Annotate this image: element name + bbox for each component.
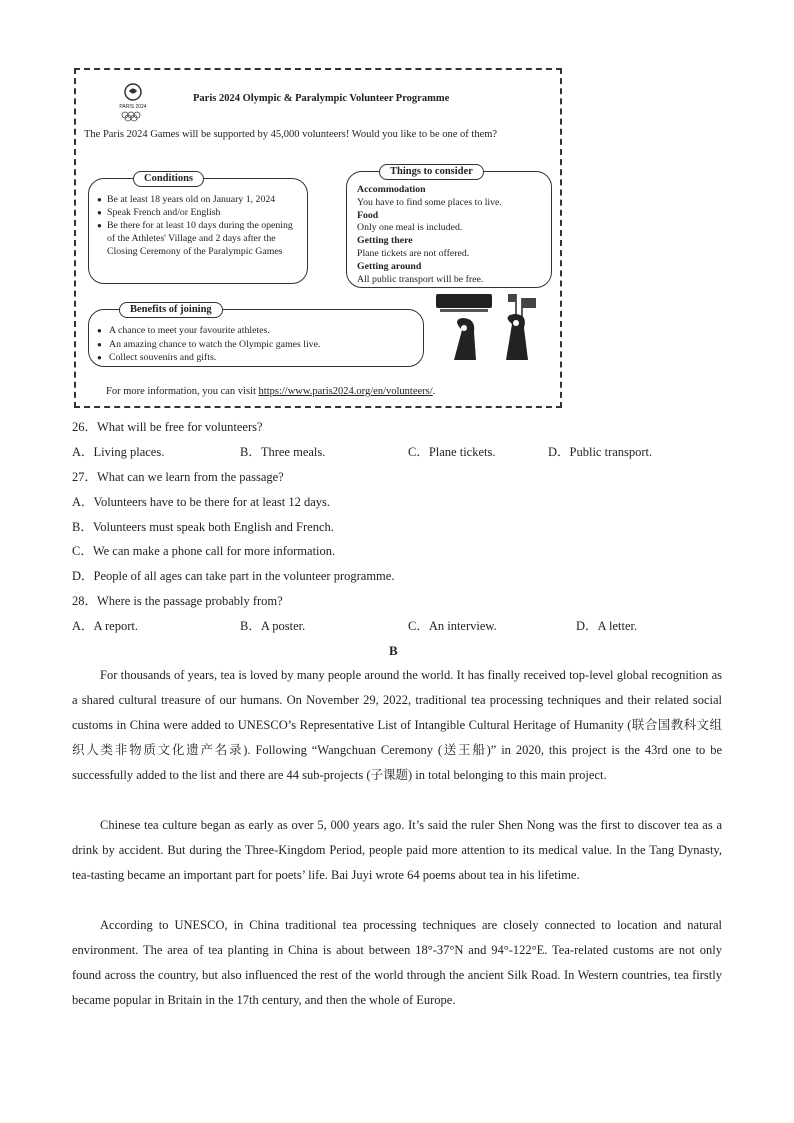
q26-option-c: C．Plane tickets. bbox=[408, 445, 496, 459]
benefit-item: ● An amazing chance to watch the Olympic games live. bbox=[97, 338, 417, 352]
condition-item: ● Be there for at least 10 days during the opening of the Athletes' Village and 2 days after the Closing Ceremony of the Paralympic Games bbox=[97, 219, 301, 258]
paragraph-3: According to UNESCO, in China traditional tea processing techniques are closely connected to location and natural environment. The area of tea planting in China is about between 18°-37°N and 94°-122°E. Tea-related customs are not only found across the country, but also influenced the rest of the world through the ancient Silk Road. In Western countries, tea firstly became popular in Britain in the 17th century, and then the whole of Europe. bbox=[72, 918, 722, 1007]
volunteer-poster bbox=[74, 68, 562, 408]
paragraph-1: For thousands of years, tea is loved by many people around the world. It has finally received top-level global recognition as a shared cultural treasure of our humans. On November 29, 2022, traditional tea processing techniques and their related social customs in China were added to UNESCO’s Representative List of Intangible Cultural Heritage of Humanity (联合国教科文组织人类非物质文化遗产名录). Following “Wangchuan Ceremony (送王船)” in 2020, this project is the 43rd one to be successfully added to the list and there are 44 sub-projects (子课题) in total belonging to this main project. bbox=[72, 668, 722, 782]
question-27: 27．What can we learn from the passage? bbox=[72, 470, 284, 484]
q27-option-a: A．Volunteers have to be there for at least 12 days. bbox=[72, 495, 331, 509]
question-26: 26．What will be free for volunteers? bbox=[72, 420, 263, 434]
logo-text: PARIS 2024 bbox=[119, 104, 147, 110]
q26-option-d: D．Public transport. bbox=[548, 445, 653, 459]
getting-there-text: Plane tickets are not offered. bbox=[357, 247, 470, 259]
question-28: 28．Where is the passage probably from? bbox=[72, 594, 283, 608]
more-info-suffix: . bbox=[432, 386, 436, 397]
condition-item: ● Speak French and/or English bbox=[97, 206, 301, 219]
more-info-prefix: For more information, you can visit bbox=[106, 386, 259, 397]
q27-option-b: B．Volunteers must speak both English and French. bbox=[72, 520, 334, 534]
mascot-illustration bbox=[432, 290, 552, 368]
getting-around-heading: Getting around bbox=[357, 260, 422, 272]
conditions-title: Conditions bbox=[133, 171, 204, 187]
benefit-item: ● Collect souvenirs and gifts. bbox=[97, 351, 417, 365]
food-text: Only one meal is included. bbox=[357, 222, 463, 234]
things-to-consider-box bbox=[346, 166, 552, 288]
paris-2024-logo bbox=[116, 82, 150, 122]
q28-option-b: B．A poster. bbox=[240, 619, 306, 633]
q28-option-c: C．An interview. bbox=[408, 619, 497, 633]
benefits-box bbox=[88, 304, 424, 367]
q26-option-a: A．Living places. bbox=[72, 445, 165, 459]
q26-option-b: B．Three meals. bbox=[240, 445, 326, 459]
q28-option-d: D．A letter. bbox=[576, 619, 638, 633]
section-b-label: B bbox=[389, 643, 398, 658]
food-heading: Food bbox=[357, 209, 379, 221]
q27-option-c: C．We can make a phone call for more information. bbox=[72, 544, 336, 558]
benefit-item: ● A chance to meet your favourite athletes. bbox=[97, 324, 417, 338]
q27-option-d: D．People of all ages can take part in the volunteer programme. bbox=[72, 569, 395, 583]
condition-item: ● Be at least 18 years old on January 1, 2024 bbox=[97, 193, 301, 206]
more-info-line bbox=[106, 386, 435, 397]
paragraph-2: Chinese tea culture began as early as over 5, 000 years ago. It’s said the ruler Shen Nong was the first to discover tea as a drink by accident. But during the Three-Kingdom Period, people paid more attention to its medical value. In the Tang Dynasty, tea-tasting became an important part for poets’ life. Bai Juyi wrote 64 poems about tea in his lifetime. bbox=[72, 818, 722, 882]
volunteer-link[interactable]: https://www.paris2024.org/en/volunteers/ bbox=[258, 386, 433, 397]
poster-title: Paris 2024 Olympic & Paralympic Volunteer Programme bbox=[193, 93, 450, 104]
accommodation-heading: Accommodation bbox=[357, 184, 426, 195]
conditions-box bbox=[88, 173, 308, 284]
q28-option-a: A．A report. bbox=[72, 619, 138, 633]
poster-intro: The Paris 2024 Games will be supported by 45,000 volunteers! Would you like to be one of them? bbox=[84, 129, 498, 140]
things-title: Things to consider bbox=[379, 164, 484, 180]
getting-around-text: All public transport will be free. bbox=[357, 273, 484, 285]
benefits-title: Benefits of joining bbox=[119, 302, 223, 318]
accommodation-text: You have to find some places to live. bbox=[357, 196, 502, 208]
getting-there-heading: Getting there bbox=[357, 235, 413, 247]
